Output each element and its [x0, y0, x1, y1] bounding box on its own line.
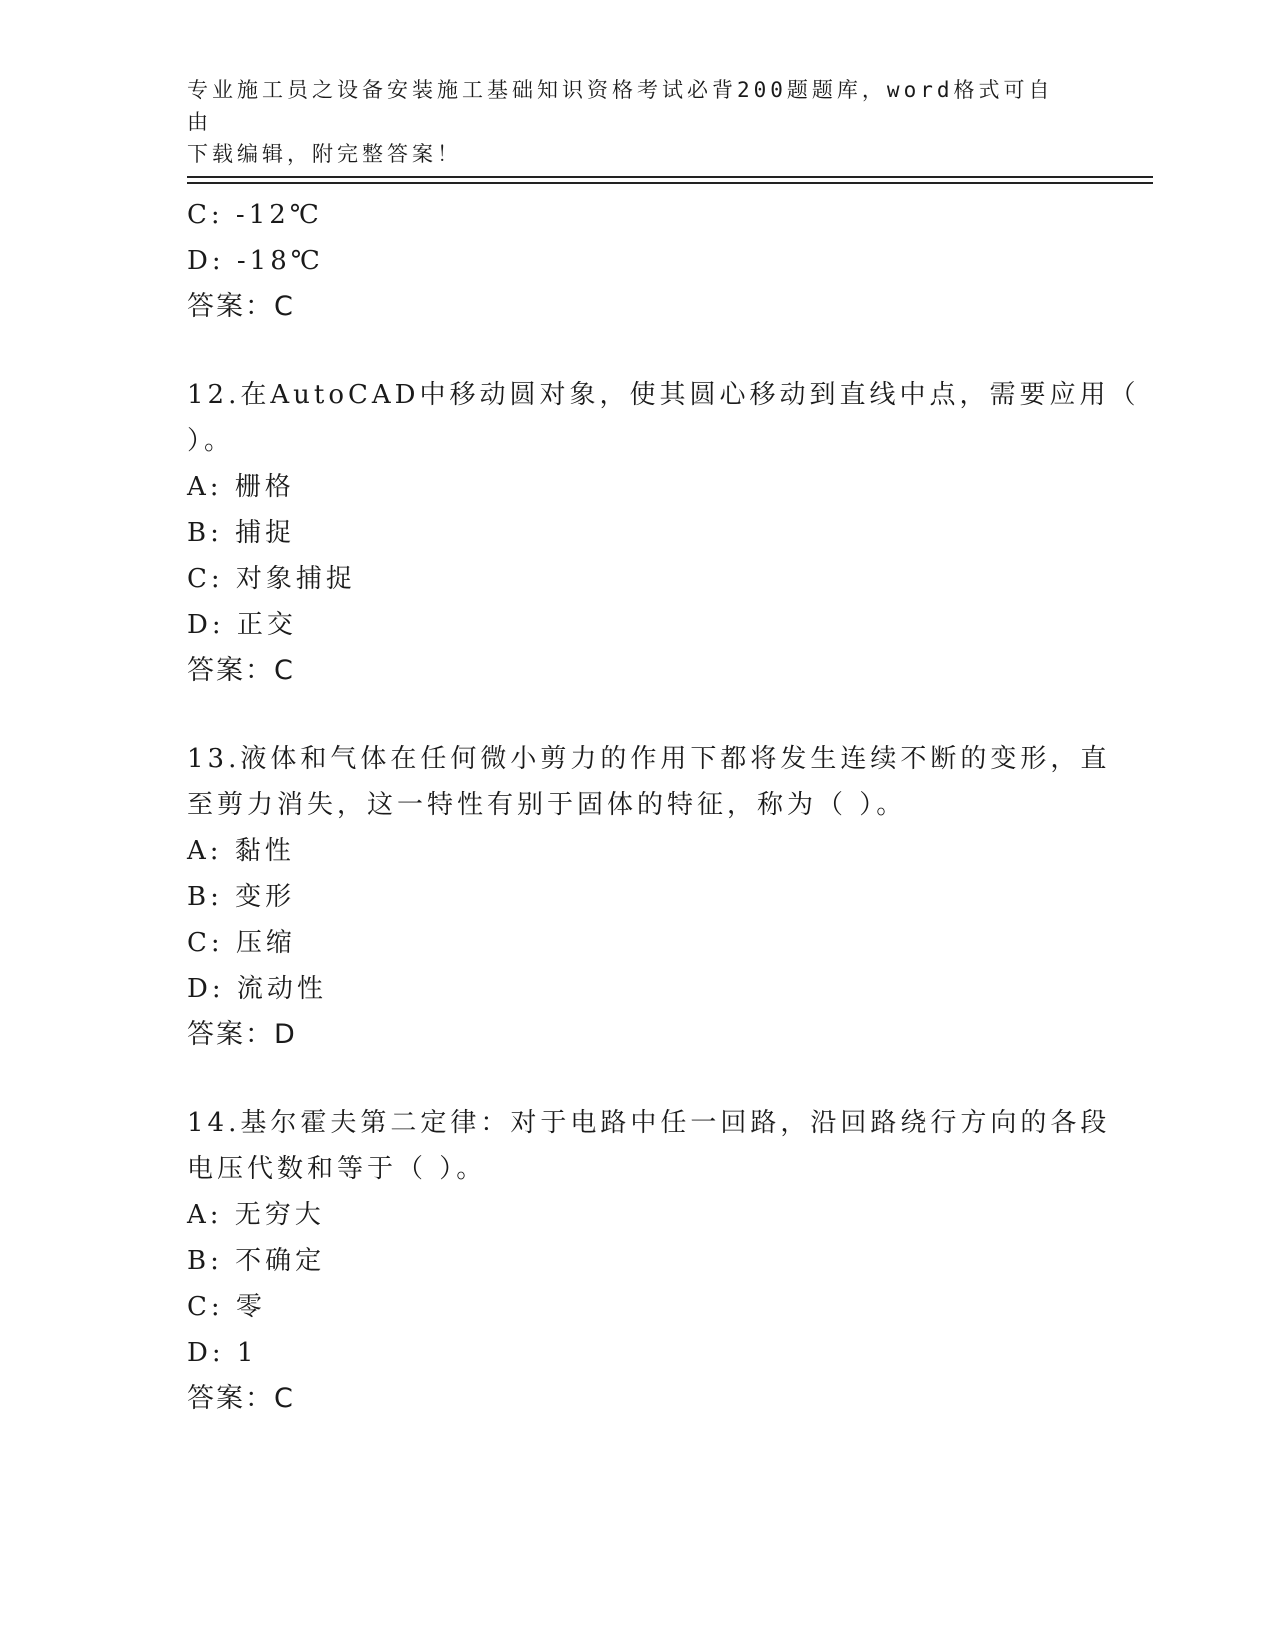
- option-c: C: 零: [187, 1292, 266, 1322]
- option-d: D: -18℃: [187, 246, 324, 276]
- spacer: [187, 330, 1087, 372]
- question-block-12: [187, 372, 1140, 694]
- option-c: C: 压缩: [187, 928, 296, 958]
- option-a: A: 栅格: [187, 472, 295, 502]
- answer-line: 答案：D: [187, 1019, 297, 1050]
- question-text: 14.基尔霍夫第二定律：对于电路中任一回路，沿回路绕行方向的各段: [187, 1108, 1111, 1138]
- answer-line: 答案：C: [187, 1383, 295, 1414]
- option-b: B: 变形: [187, 882, 296, 912]
- option-a: A: 黏性: [187, 836, 295, 866]
- question-block-11: [187, 192, 1087, 330]
- answer-line: 答案：C: [187, 291, 295, 322]
- option-d: D: 1: [187, 1338, 258, 1368]
- answer-line: 答案：C: [187, 655, 295, 686]
- option-c: C: 对象捕捉: [187, 564, 356, 594]
- option-b: B: 不确定: [187, 1246, 326, 1276]
- option-b: B: 捕捉: [187, 518, 296, 548]
- option-d: D: 流动性: [187, 974, 327, 1004]
- question-text-cont: 电压代数和等于（ ）。: [187, 1154, 487, 1184]
- spacer: [187, 1058, 1087, 1100]
- option-a: A: 无穷大: [187, 1200, 325, 1230]
- header-line-1: 专业施工员之设备安装施工基础知识资格考试必背200题题库，word格式可自由: [187, 78, 1054, 134]
- question-list: [187, 192, 1140, 1422]
- option-c: C: -12℃: [187, 200, 323, 230]
- question-text: 12.在AutoCAD中移动圆对象，使其圆心移动到直线中点，需要应用（: [187, 380, 1140, 410]
- header-divider-bottom: [187, 182, 1153, 184]
- option-d: D: 正交: [187, 610, 297, 640]
- question-text: 13.液体和气体在任何微小剪力的作用下都将发生连续不断的变形，直: [187, 744, 1111, 774]
- question-text-cont: 至剪力消失，这一特性有别于固体的特征，称为（ ）。: [187, 790, 907, 820]
- question-block-13: [187, 736, 1111, 1058]
- spacer: [187, 694, 1087, 736]
- question-text-cont: ）。: [187, 426, 235, 456]
- question-block-14: [187, 1100, 1111, 1422]
- header-divider-top: [187, 176, 1153, 178]
- document-header: [187, 74, 1067, 170]
- header-line-2: 下载编辑，附完整答案！: [187, 142, 462, 166]
